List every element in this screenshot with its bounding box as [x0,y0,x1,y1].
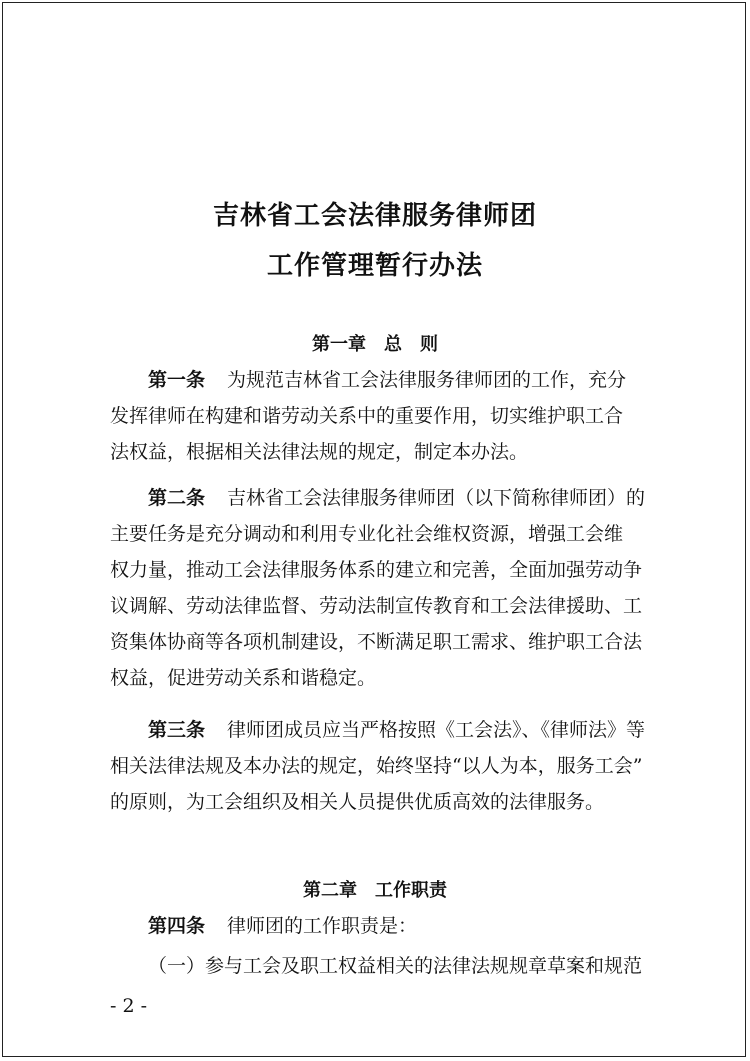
article-3-line-2: 相关法律法规及本办法的规定，始终坚持“以人为本，服务工会” [110,755,643,777]
article-3-text: 律师团成员应当严格按照《工会法》、《律师法》等 [227,719,645,741]
document-title-line-1: 吉林省工会法律服务律师团 [212,201,537,231]
article-2-line-5: 资集体协商等各项机制建设，不断满足职工需求、维护职工合法 [110,631,643,653]
article-4-line-1 [148,914,645,938]
document-title-line-2: 工作管理暂行办法 [266,251,483,281]
article-1-line-2: 发挥律师在构建和谐劳动关系中的重要作用，切实维护职工合 [110,405,624,427]
article-1-label: 第一条 [148,369,206,391]
item-1-line: （一）参与工会及职工权益相关的法律法规规章草案和规范 [148,955,643,977]
article-2-line-1 [148,486,645,510]
article-3-line-1 [148,718,645,742]
article-2-label: 第二条 [148,487,206,509]
chapter-2-heading: 第二章 工作职责 [303,880,447,901]
article-2-line-4: 议调解、劳动法律监督、劳动法制宣传教育和工会法律援助、工 [110,595,643,617]
page-number: - 2 - [110,995,148,1017]
article-4-label: 第四条 [148,915,206,937]
article-3-label: 第三条 [148,719,206,741]
article-3-line-3: 的原则，为工会组织及相关人员提供优质高效的法律服务。 [110,791,605,813]
article-2-text: 吉林省工会法律服务律师团（以下简称律师团）的 [227,487,645,509]
article-2-line-2: 主要任务是充分调动和利用专业化社会维权资源，增强工会维 [110,523,624,545]
chapter-1-heading: 第一章 总 则 [312,334,438,355]
article-1-line-3: 法权益，根据相关法律法规的规定，制定本办法。 [110,441,529,463]
article-2-line-3: 权力量，推动工会法律服务体系的建立和完善，全面加强劳动争 [110,559,643,581]
article-2-line-6: 权益，促进劳动关系和谐稳定。 [110,667,377,689]
article-1-line-1 [148,368,645,392]
article-4-text: 律师团的工作职责是： [227,915,418,937]
article-1-text: 为规范吉林省工会法律服务律师团的工作，充分 [227,369,627,391]
